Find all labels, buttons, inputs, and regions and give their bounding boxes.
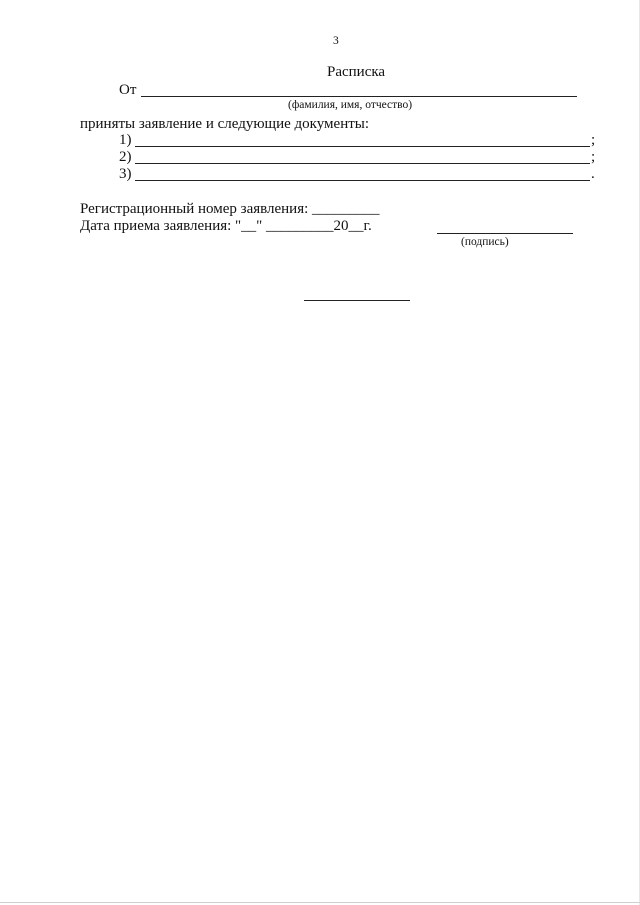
item-number-1: 1) — [119, 132, 132, 148]
item-line-1 — [135, 146, 590, 147]
item-end-1: ; — [591, 132, 596, 148]
from-label: От — [119, 82, 137, 98]
item-number-3: 3) — [119, 166, 132, 182]
signature-line — [437, 233, 573, 234]
item-line-3 — [135, 180, 590, 181]
scan-edge-bottom — [0, 902, 640, 903]
document-title: Расписка — [327, 64, 386, 80]
separator-line — [304, 300, 410, 301]
item-line-2 — [135, 163, 590, 164]
signature-hint: (подпись) — [461, 236, 509, 248]
accepted-text: приняты заявление и следующие документы: — [80, 116, 370, 132]
acceptance-date-label: Дата приема заявления: "__" _________20__г. — [80, 218, 372, 234]
item-end-3: . — [591, 166, 595, 182]
name-hint: (фамилия, имя, отчество) — [288, 99, 413, 111]
page-number: 3 — [333, 35, 339, 47]
item-number-2: 2) — [119, 149, 132, 165]
from-name-line — [141, 96, 577, 97]
item-end-2: ; — [591, 149, 596, 165]
registration-number-label: Регистрационный номер заявления: _________ — [80, 201, 380, 217]
